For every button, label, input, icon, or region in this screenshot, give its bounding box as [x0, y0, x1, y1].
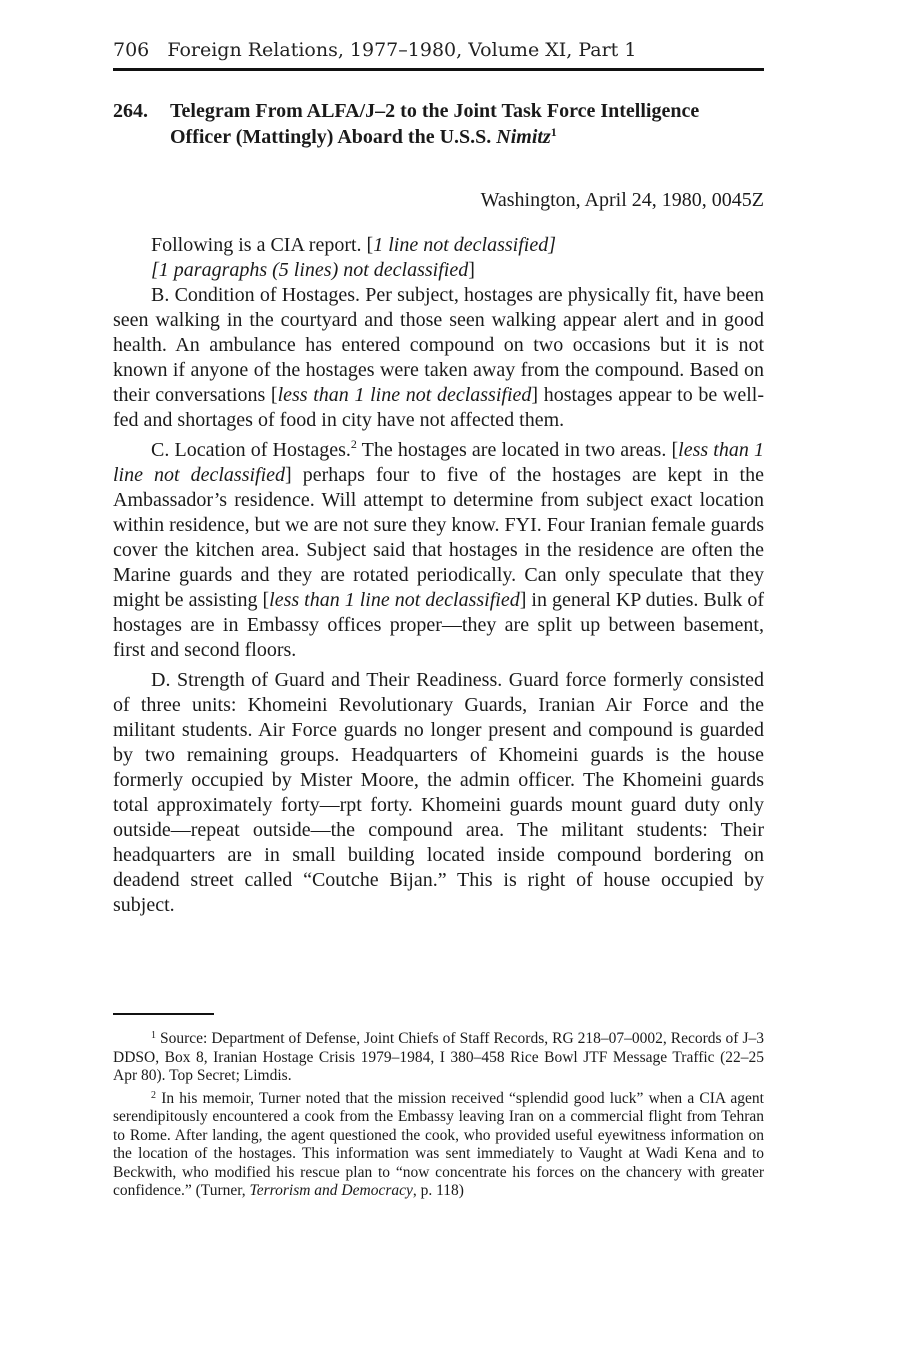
paragraph-condition-of-hostages: B. Condition of Hostages. Per subject, hostages are physically fit, have been seen walking in the courtyard and those seen walking appear alert and in good health. An ambulance has entered compound on two occasions but it is not known if anyone of the hostages were taken away from the compound. Based on their conversations [less than 1 line not declassified] hostages appear to be well-fed and shortages of food in city have not affected them.: [113, 284, 765, 431]
document-title-ship: Nimitz: [496, 126, 551, 148]
paragraph-strength-of-guard: D. Strength of Guard and Their Readiness. Guard force formerly consisted of three units: Khomeini Revolutionary Guards, Iranian Air Force and the militant students. Air Force guards no longer present and compound is guarded by two remaining groups. Headquarters of Khomeini guards is the house formerly occupied by Mister Moore, the admin officer. The Khomeini guards total approximately forty—rpt forty. Khomeini guards mount guard duty only outside—repeat outside—the compound area. The militant students: Their headquarters are in small building located inside compound bordering on deadend street called “Coutche Bijan.” This is right of house occupied by subject.: [113, 669, 764, 916]
paragraph-intro: Following is a CIA report. [1 line not declassified]: [151, 234, 556, 256]
footnotes: [113, 1030, 764, 1205]
volume-title: Foreign Relations, 1977–1980, Volume XI, Part 1: [167, 39, 637, 61]
document-title-main: Telegram From ALFA/J–2 to the Joint Task Force Intelligence Officer (Mattingly) Aboard the U.S.S.: [170, 100, 700, 148]
header-rule: [113, 68, 764, 71]
document-body: [113, 233, 764, 918]
footnote-1: $^1$ Source: Department of Defense, Joint Chiefs of Staff Records, RG 218–07–0002, Records of J–3 DDSO, Box 8, Iranian Hostage Crisis 1979–1984, I 380–458 Rice Bowl JTF Message Traffic (22–25 Apr 80). Top Secret; Limdis.: [113, 1030, 764, 1084]
footnote-rule: [113, 1013, 214, 1015]
dateline: Washington, April 24, 1980, 0045Z: [480, 189, 764, 211]
footnote-ref-2[interactable]: 2: [350, 437, 357, 451]
document-title: [170, 98, 764, 150]
running-head: [113, 38, 764, 62]
footnote-2: $^2$ In his memoir, Turner noted that the mission received “splendid good luck” when a CIA agent serendipitously encountered a cook from the Embassy leaving Iran on a commercial flight from Tehran to Rome. After landing, the agent questioned the cook, who provided useful eyewitness information on the location of the hostages. This information was sent immediately to Vaught at Wadi Kena and to Beckwith, who modified his rescue plan to “now concentrate his forces on the chancery with greater confidence.” (Turner, Terrorism and Democracy, p. 118): [113, 1089, 764, 1199]
document-heading: [113, 98, 764, 150]
footnote-ref-1[interactable]: 1: [550, 125, 557, 139]
document-number: 264.: [113, 100, 148, 122]
document-page: [113, 0, 764, 1351]
page-number: 706: [113, 39, 150, 61]
paragraph-not-declassified: [1 paragraphs (5 lines) not declassified]: [151, 259, 475, 281]
paragraph-location-of-hostages: C. Location of Hostages.$^2$ The hostages are located in two areas. [less than 1 line not declassified] perhaps four to five of the hostages are kept in the Ambassador’s residence. Will attempt to determine from subject exact location within residence, but we are not sure they know. FYI. Four Iranian female guards cover the kitchen area. Subject said that hostages in the residence are often the Marine guards and they are rotated periodically. Can only speculate that they might be assisting [less than 1 line not declassified] in general KP duties. Bulk of hostages are in Embassy offices proper—they are split up between basement, first and second floors.: [113, 437, 765, 661]
